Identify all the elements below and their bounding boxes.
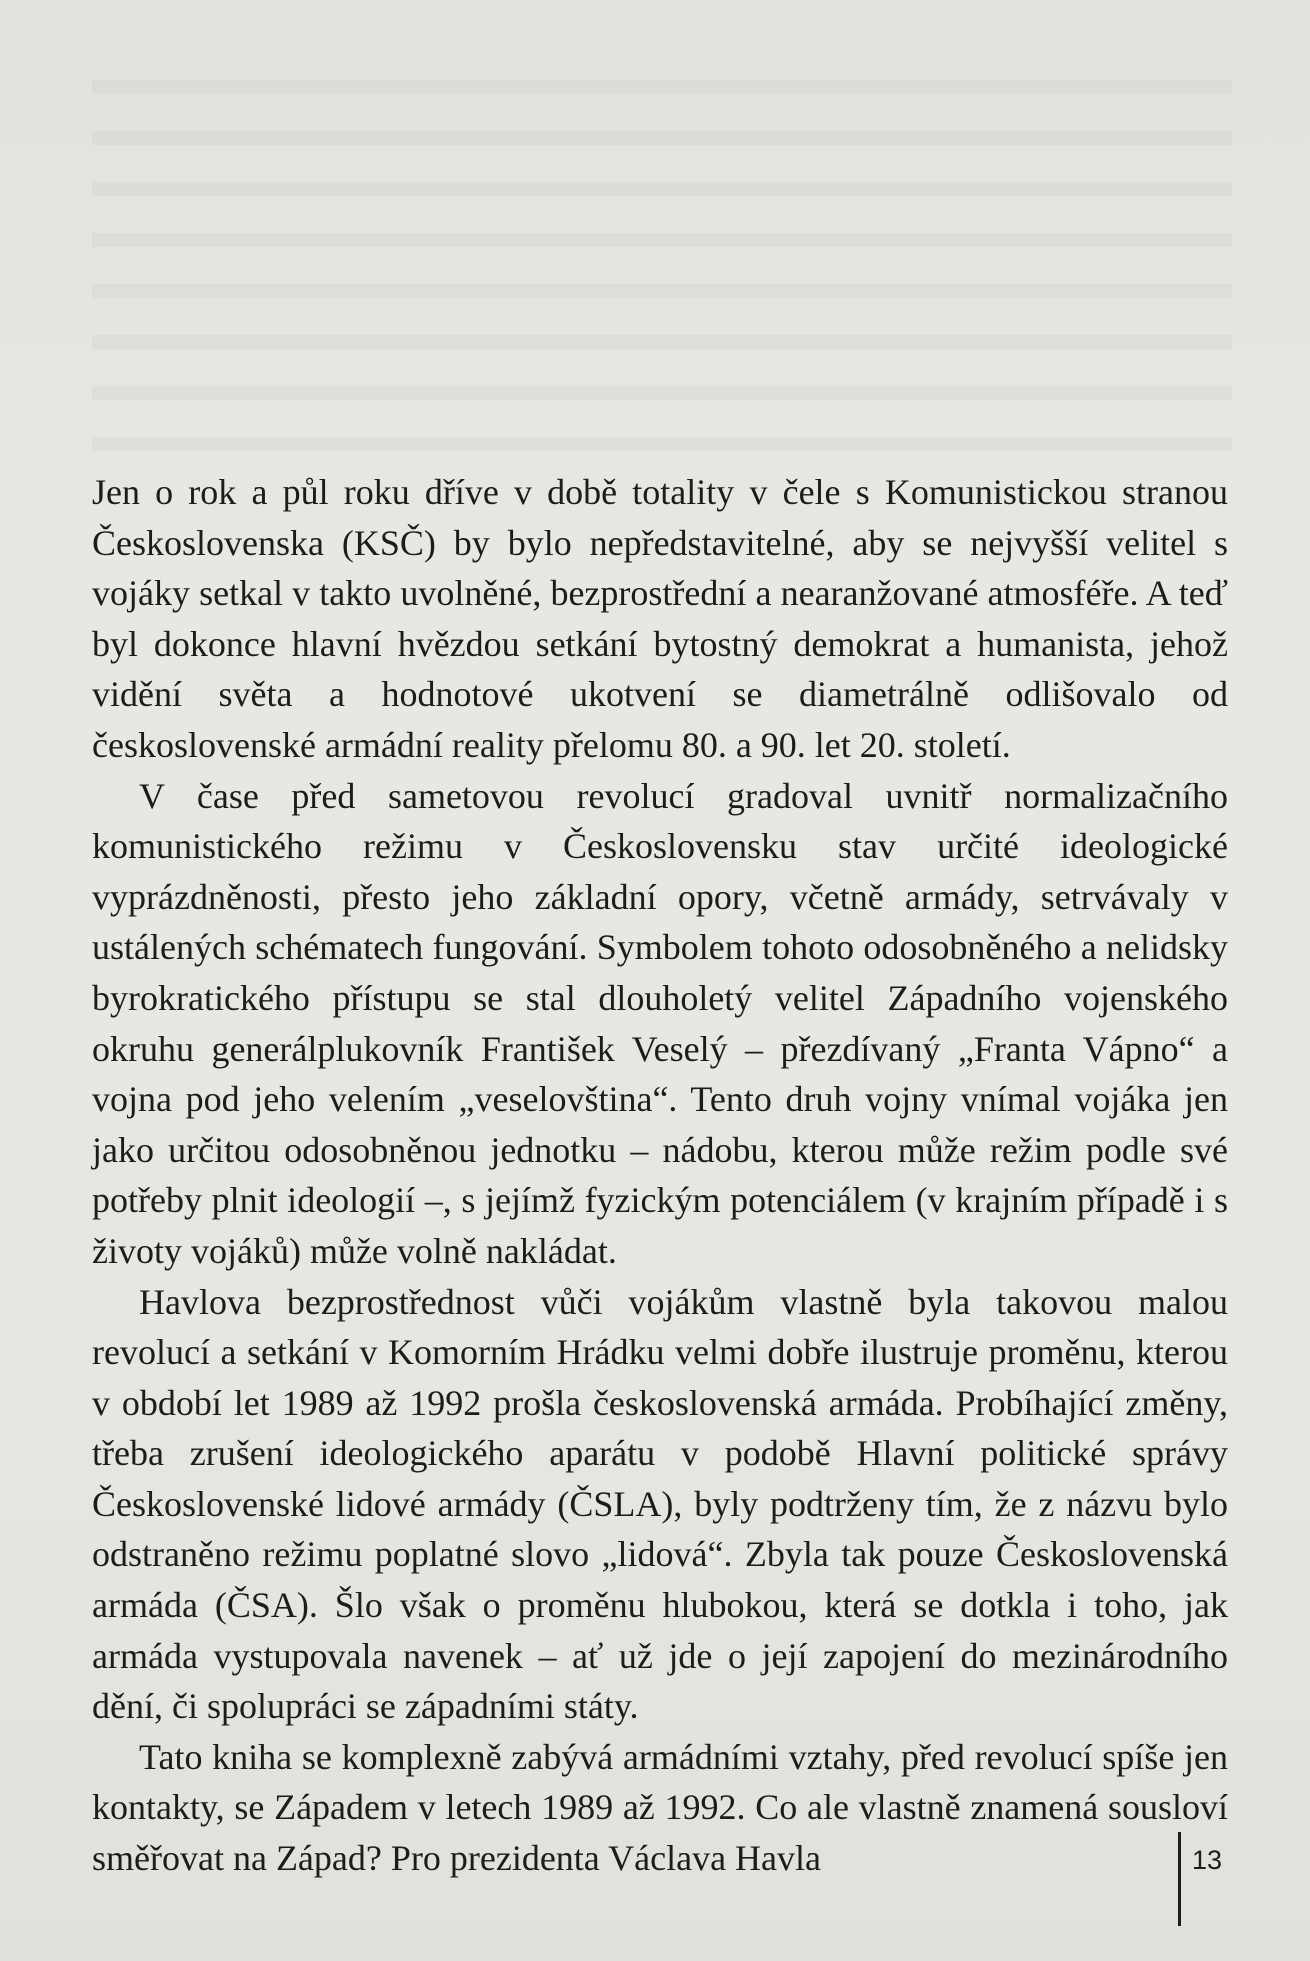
page-number-rule — [1178, 1832, 1181, 1926]
paragraph-1: Jen o rok a půl roku dříve v době totality v čele s Komunistickou stranou Československa (KSČ) by bylo nepředstavitelné, aby se nejvyšší velitel s vojáky setkal v takto uvolněné, bezprostřední a nearanžované atmosféře. A teď byl dokonce hlavní hvězdou setkání bytostný demokrat a humanista, jehož vidění světa a hodnotové ukotvení se diametrálně odlišovalo od československé armádní reality přelomu 80. a 90. let 20. století. — [92, 472, 1228, 765]
show-through-text — [92, 60, 1232, 460]
paragraph-3: Havlova bezprostřednost vůči vojákům vlastně byla takovou malou revolucí a setkání v Komorním Hrádku velmi dobře ilustruje proměnu, kterou v období let 1989 až 1992 prošla československá armáda. Probíhající změny, třeba zrušení ideologického aparátu v podobě Hlavní politické správy Československé lidové armády (ČSLA), byly podtrženy tím, že z názvu bylo odstraněno režimu poplatné slovo „lidová“. Zbyla tak pouze Československá armáda (ČSA). Šlo však o proměnu hlubokou, která se dotkla i toho, jak armáda vystupovala navenek – ať už jde o její zapojení do mezinárodního dění, či spolupráci se západními státy. — [92, 1281, 1228, 1727]
paragraph-4: Tato kniha se komplexně zabývá armádními vztahy, před revolucí spíše jen kontakty, se Západem v letech 1989 až 1992. Co ale vlastně znamená sousloví směřovat na Západ? Pro prezidenta Václava Havla — [92, 1736, 1228, 1879]
paragraph-2: V čase před sametovou revolucí gradoval uvnitř normalizačního komunistického režimu v Československu stav určité ideologické vyprázdněnosti, přesto jeho základní opory, včetně armády, setrvávaly v ustálených schématech fungování. Symbolem tohoto odosobněného a nelidsky byrokratického přístupu se stal dlouholetý velitel Západního vojenského okruhu generálplukovník František Veselý – přezdívaný „Franta Vápno“ a vojna pod jeho velením „veselovština“. Tento druh vojny vnímal vojáka jen jako určitou odosobněnou jednotku – nádobu, kterou může režim podle své potřeby plnit ideologií –, s jejímž fyzickým potenciálem (v krajním případě i s životy vojáků) může volně nakládat. — [92, 775, 1228, 1271]
body-text — [92, 467, 1228, 1884]
page-number: 13 — [1192, 1845, 1223, 1875]
